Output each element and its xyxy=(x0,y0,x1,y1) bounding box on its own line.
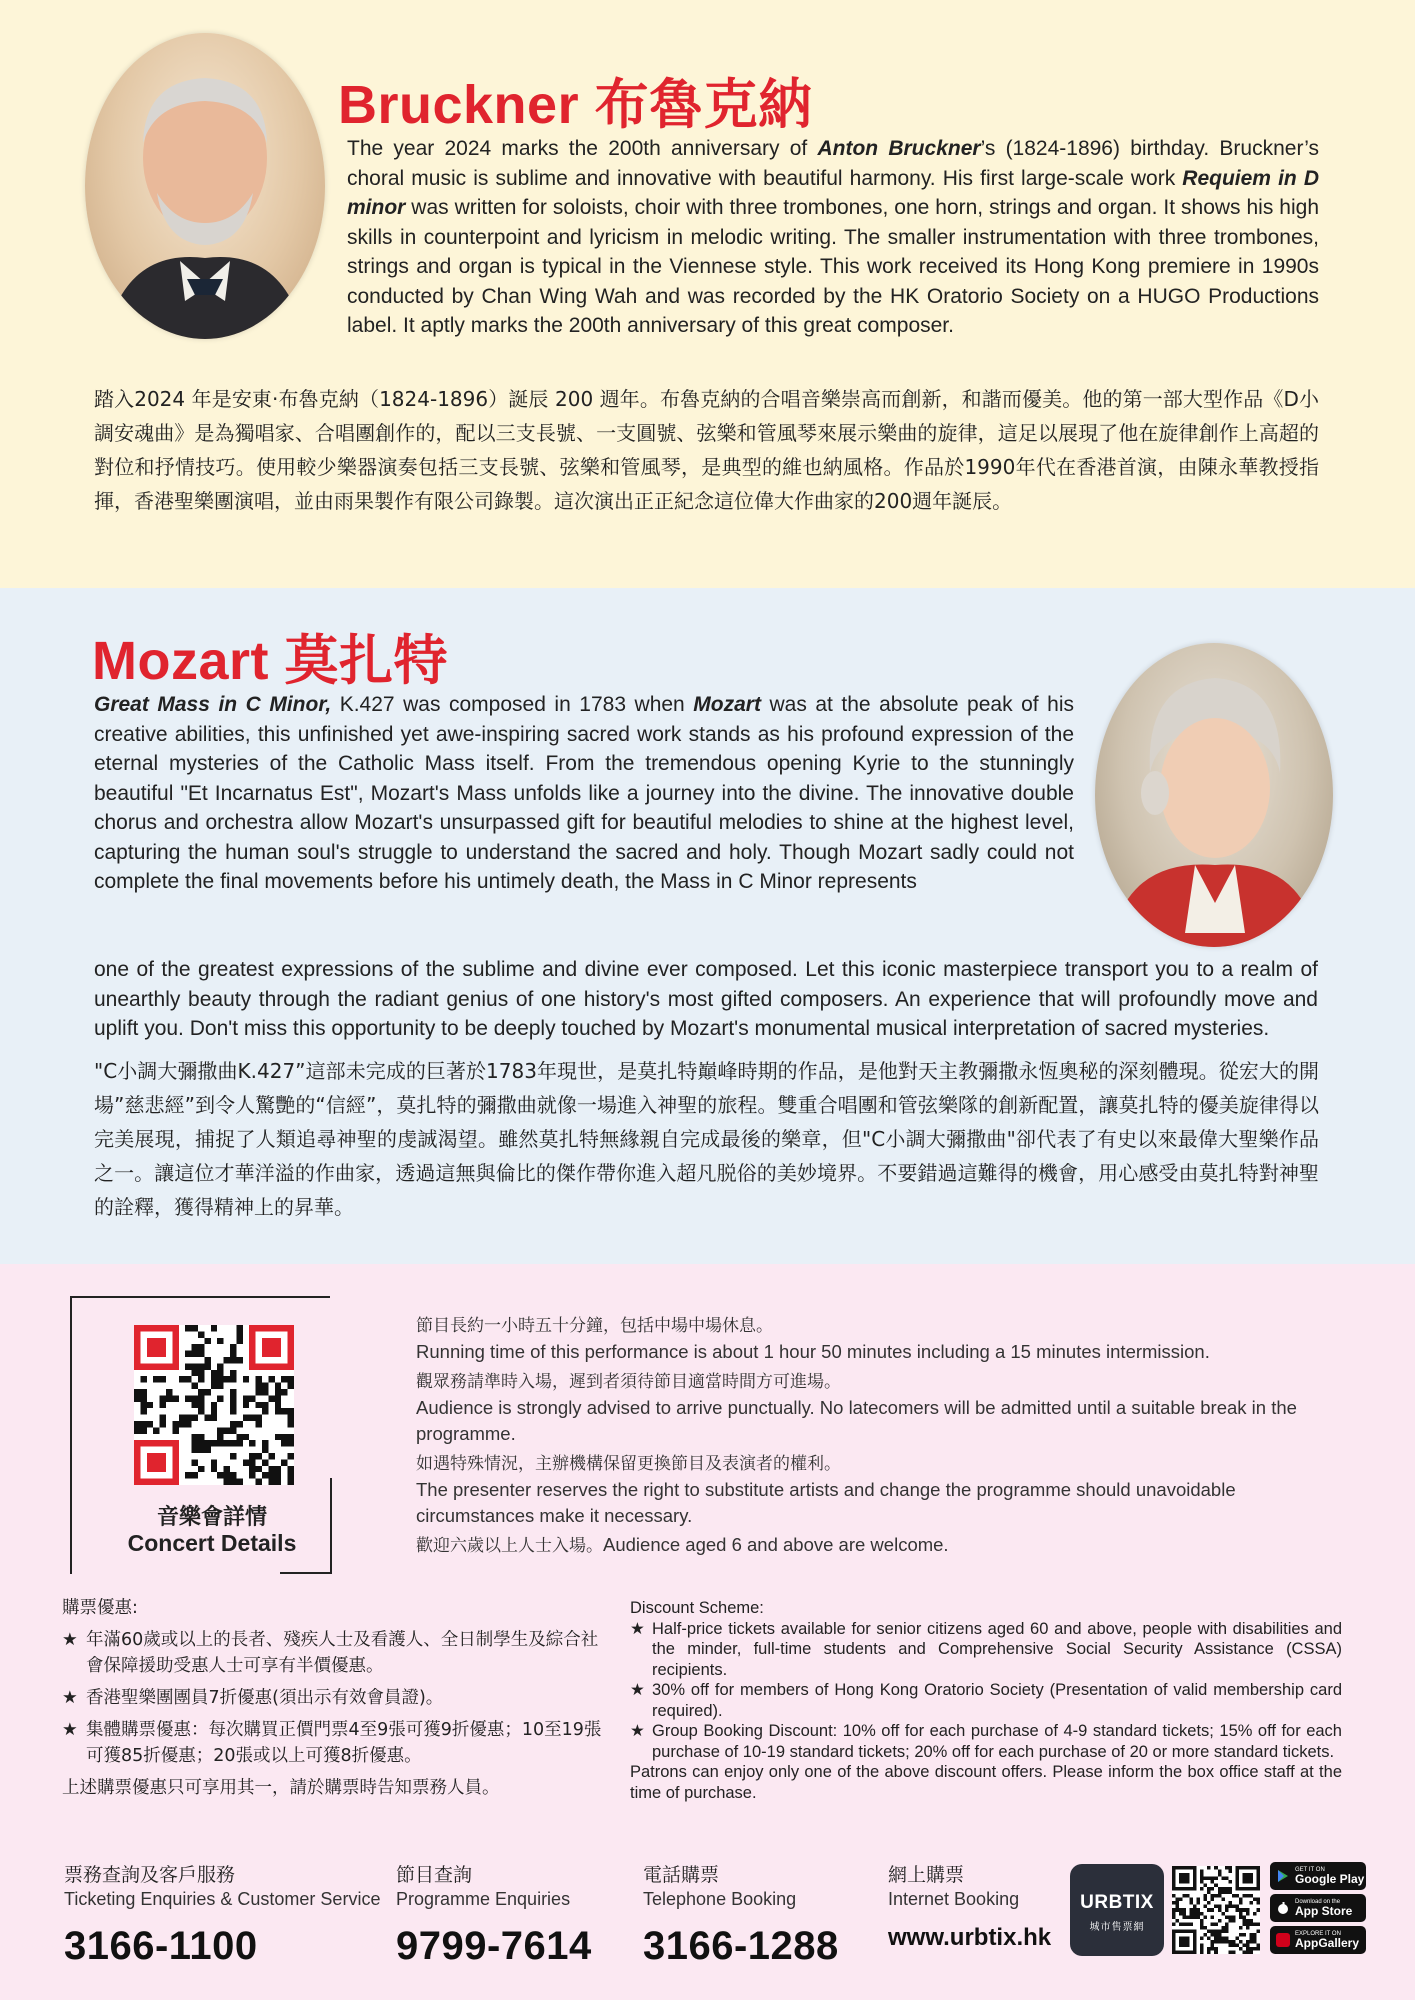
bruckner-english-text: The year 2024 marks the 200th anniversary of Anton Bruckner’s (1824-1896) birthday. Bruckner’s choral music is sublime and innovative with beautiful harmony. His first large-scale work Requiem in D minor was written for soloists, choir with three trombones, one horn, strings and organ. It shows his high skills in counterpoint and lyricism in melodic writing. The smaller instrumentation with three trombones, strings and organ is typical in the Viennese style. This work received its Hong Kong premiere in 1990s conducted by Chan Wing Wah and was recorded by the HK Oratorio Society on a HUGO Productions label. It aptly marks the 200th anniversary of this great composer. xyxy=(347,137,1319,337)
concert-details-label-zh: 音樂會詳情 xyxy=(156,1505,267,1530)
work-title: Great Mass in C Minor, xyxy=(94,693,332,716)
punctual-en: Audience is strongly advised to arrive punctually. No latecomers will be admitted until a suitable break in the programme. xyxy=(416,1397,1297,1444)
rights-en: The presenter reserves the right to substitute artists and change the programme should unavoidable circumstances make it necessary. xyxy=(416,1479,1236,1526)
star-bullet-icon: ★ xyxy=(630,1722,645,1740)
discount-item: ★ 集體購票優惠：每次購買正價門票4至9張可獲9折優惠；10至19張可獲85折優惠；20張或以上可獲8折優惠。 xyxy=(62,1717,612,1769)
discount-item: ★ 年滿60歲或以上的長者、殘疾人士及看護人、全日制學生及綜合社會保障援助受惠人士可享有半價優惠。 xyxy=(62,1627,612,1679)
discount-footer-zh: 上述購票優惠只可享用其一，請於購票時告知票務人員。 xyxy=(62,1778,500,1798)
discount-item: ★ 香港聖樂團團員7折優惠(須出示有效會員證)。 xyxy=(62,1685,612,1711)
programme-phone-number[interactable]: 9799-7614 xyxy=(396,1924,592,1968)
urbtix-logo: URBTIX 城市售票網 xyxy=(1070,1864,1164,1956)
mozart-title: Mozart 莫扎特 xyxy=(92,631,448,691)
google-play-badge[interactable]: GET IT ON Google Play xyxy=(1270,1862,1366,1890)
discount-item: ★ Group Booking Discount: 10% off for each purchase of 4-9 standard tickets; 15% off for each purchase of 10-19 standard tickets; 20% off for each purchase of 20 or more standard tickets. xyxy=(630,1722,1342,1761)
apple-icon xyxy=(1276,1901,1290,1915)
mozart-portrait xyxy=(1095,643,1333,947)
urbtix-qr-code[interactable] xyxy=(1172,1866,1260,1954)
discount-item: ★ 30% off for members of Hong Kong Oratorio Society (Presentation of valid membership card required). xyxy=(630,1681,1342,1720)
discount-title-zh: 購票優惠: xyxy=(62,1598,138,1618)
app-store-badge[interactable]: Download on the App Store xyxy=(1270,1894,1366,1922)
mozart-chinese-text: "C小調大彌撒曲K.427”這部未完成的巨著於1783年現世，是莫扎特巔峰時期的作品，是他對天主教彌撒永恆奧秘的深刻體現。從宏大的開場”慈悲經”到令人驚艷的“信經”，莫扎特的彌撒曲就像一場進入神聖的旅程。雙重合唱團和管弦樂隊的創新配置，讓莫扎特的優美旋律得以完美展現，捕捉了人類追尋神聖的虔誠渴望。雖然莫扎特無緣親自完成最後的樂章，但"C小調大彌撒曲"卻代表了有史以來最偉大聖樂作品之一。讓這位才華洋溢的作曲家，透過這無與倫比的傑作帶你進入超凡脱俗的美妙境界。不要錯過這難得的機會，用心感受由莫扎特對神聖的詮釋，獲得精神上的昇華。 xyxy=(94,1059,1319,1219)
discount-scheme-en xyxy=(630,1598,1342,1803)
ticketing-phone-number[interactable]: 3166-1100 xyxy=(64,1924,258,1968)
mozart-english-text-continued: one of the greatest expressions of the sublime and divine ever composed. Let this iconic masterpiece transport you to a realm of unearthly beauty through the radiant genius of one history's most gifted composers. An experience that will profoundly move and uplift you. Don't miss this opportunity to be deeply touched by Mozart's monumental musical interpretation of sacred mysteries. xyxy=(94,958,1318,1040)
performance-notes xyxy=(416,1312,1316,1562)
composer-name: Anton Bruckner xyxy=(817,137,981,160)
app-gallery-badge[interactable]: EXPLORE IT ON AppGallery xyxy=(1270,1926,1366,1954)
google-play-icon xyxy=(1276,1869,1290,1883)
star-bullet-icon: ★ xyxy=(62,1688,78,1708)
bruckner-chinese-text: 踏入2024 年是安東‧布魯克納（1824-1896）誕辰 200 週年。布魯克納的合唱音樂崇高而創新，和諧而優美。他的第一部大型作品《D小調安魂曲》是為獨唱家、合唱團創作的，配以三支長號、一支圓號、弦樂和管風琴來展示樂曲的旋律，這足以展現了他在旋律創作上高超的對位和抒情技巧。使用較少樂器演奏包括三支長號、弦樂和管風琴，是典型的維也納風格。作品於1990年代在香港首演，由陳永華教授指揮，香港聖樂團演唱，並由雨果製作有限公司錄製。這次演出正正紀念這位偉大作曲家的200週年誕辰。 xyxy=(94,387,1319,513)
concert-details-label-en: Concert Details xyxy=(127,1530,297,1556)
age-en: Audience aged 6 and above are welcome. xyxy=(603,1534,949,1555)
telephone-booking-number[interactable]: 3166-1288 xyxy=(643,1924,839,1968)
contact-telephone-booking: 電話購票 Telephone Booking 3166-1288 xyxy=(643,1864,839,1968)
punctual-zh: 觀眾務請準時入場，遲到者須待節目適當時間方可進場。 xyxy=(416,1372,841,1392)
running-time-en: Running time of this performance is about 1 hour 50 minutes including a 15 minutes intermission. xyxy=(416,1341,1210,1362)
bruckner-portrait xyxy=(85,33,325,339)
bruckner-title: Bruckner 布魯克納 xyxy=(338,75,813,135)
mozart-english-text: Great Mass in C Minor, K.427 was composed in 1783 when Mozart was at the absolute peak of his creative abilities, this unfinished yet awe-inspiring sacred work stands as his profound expression of the eternal mysteries of the Catholic Mass itself. From the tremendous opening Kyrie to the stunningly beautiful "Et Incarnatus Est", Mozart's Mass unfolds like a journey into the divine. The innovative double chorus and orchestra allow Mozart's unsurpassed gift for beautiful melodies to shine at the highest level, capturing the human soul's struggle to understand the sacred and holy. Though Mozart sadly could not complete the final movements before his untimely death, the Mass in C Minor represents xyxy=(94,693,1074,893)
star-bullet-icon: ★ xyxy=(630,1681,645,1699)
contact-programme: 節目查詢 Programme Enquiries 9799-7614 xyxy=(396,1864,592,1968)
concert-details-qr-code[interactable] xyxy=(134,1325,294,1485)
running-time-zh: 節目長約一小時五十分鐘，包括中場中場休息。 xyxy=(416,1316,773,1336)
star-bullet-icon: ★ xyxy=(62,1630,78,1650)
discount-item: ★ Half-price tickets available for senior citizens aged 60 and above, people with disabilities and the minder, full-time students and Comprehensive Social Security Assistance (CSSA) recipients. xyxy=(630,1619,1342,1679)
star-bullet-icon: ★ xyxy=(62,1720,78,1740)
discount-title-en: Discount Scheme: xyxy=(630,1599,764,1617)
discount-scheme-zh xyxy=(62,1595,612,1801)
urbtix-link[interactable]: www.urbtix.hk xyxy=(888,1924,1052,1951)
contact-ticketing: 票務查詢及客戶服務 Ticketing Enquiries & Customer Service 3166-1100 xyxy=(64,1864,381,1968)
discount-footer-en: Patrons can enjoy only one of the above discount offers. Please inform the box office staff at the time of purchase. xyxy=(630,1763,1342,1802)
contact-internet-booking: 網上購票 Internet Booking www.urbtix.hk xyxy=(888,1864,1052,1951)
age-zh: 歡迎六歲以上人士入場。 xyxy=(416,1536,603,1556)
work-title: Requiem in D minor xyxy=(347,166,1319,219)
composer-name: Mozart xyxy=(693,693,761,716)
huawei-icon xyxy=(1276,1933,1290,1947)
star-bullet-icon: ★ xyxy=(630,1619,645,1638)
rights-zh: 如遇特殊情況，主辦機構保留更換節目及表演者的權利。 xyxy=(416,1454,841,1474)
